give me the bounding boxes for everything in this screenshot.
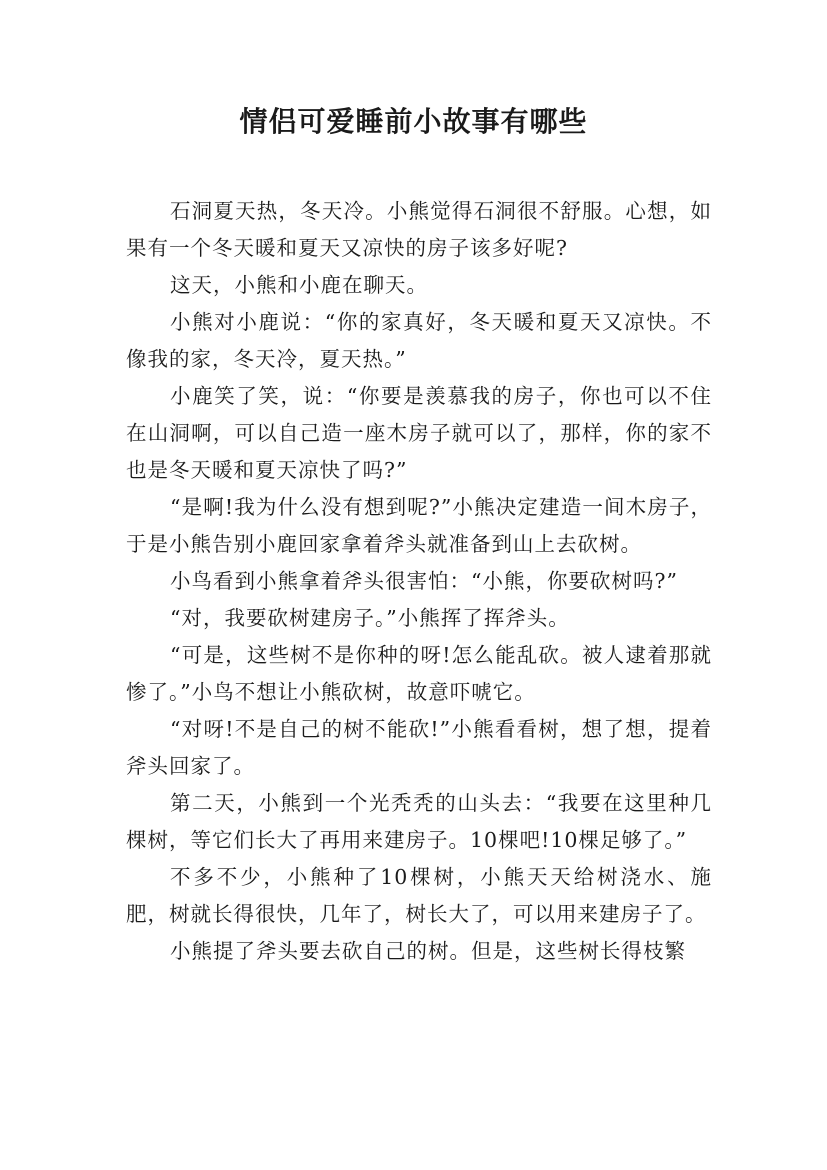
paragraph: “对，我要砍树建房子。”小熊挥了挥斧头。 — [170, 606, 570, 630]
paragraph: “是啊!我为什么没有想到呢?”小熊决定建造一间木房子，于是小熊告别小鹿回家拿着斧头就准备到山上去砍树。 — [126, 495, 712, 556]
paragraph: 小鹿笑了笑，说：“你要是羡慕我的房子，你也可以不住在山洞啊，可以自己造一座木房子就可以了，那样，你的家不也是冬天暖和夏天凉快了吗?” — [126, 384, 712, 482]
paragraph: 第二天，小熊到一个光秃秃的山头去：“我要在这里种几棵树，等它们长大了再用来建房子。10棵吧!10棵足够了。” — [126, 791, 712, 852]
paragraph: 小熊提了斧头要去砍自己的树。但是，这些树长得枝繁 — [170, 939, 686, 963]
paragraph: 石洞夏天热，冬天冷。小熊觉得石洞很不舒服。心想，如果有一个冬天暖和夏天又凉快的房子该多好呢? — [126, 199, 712, 260]
paragraph: 小熊对小鹿说：“你的家真好，冬天暖和夏天又凉快。不像我的家，冬天冷，夏天热。” — [126, 310, 712, 371]
paragraph: “对呀!不是自己的树不能砍!”小熊看看树，想了想，提着斧头回家了。 — [126, 717, 712, 778]
paragraph: 不多不少，小熊种了10棵树，小熊天天给树浇水、施肥，树就长得很快，几年了，树长大了，可以用来建房子了。 — [126, 865, 712, 926]
paragraph: 小鸟看到小熊拿着斧头很害怕：“小熊，你要砍树吗?” — [170, 569, 678, 593]
paragraph: “可是，这些树不是你种的呀!怎么能乱砍。被人逮着那就惨了。”小鸟不想让小熊砍树，故意吓唬它。 — [126, 643, 712, 704]
document-title: 情侣可爱睡前小故事有哪些 — [239, 105, 588, 138]
paragraph: 这天，小熊和小鹿在聊天。 — [170, 273, 428, 297]
document-body — [126, 193, 712, 970]
